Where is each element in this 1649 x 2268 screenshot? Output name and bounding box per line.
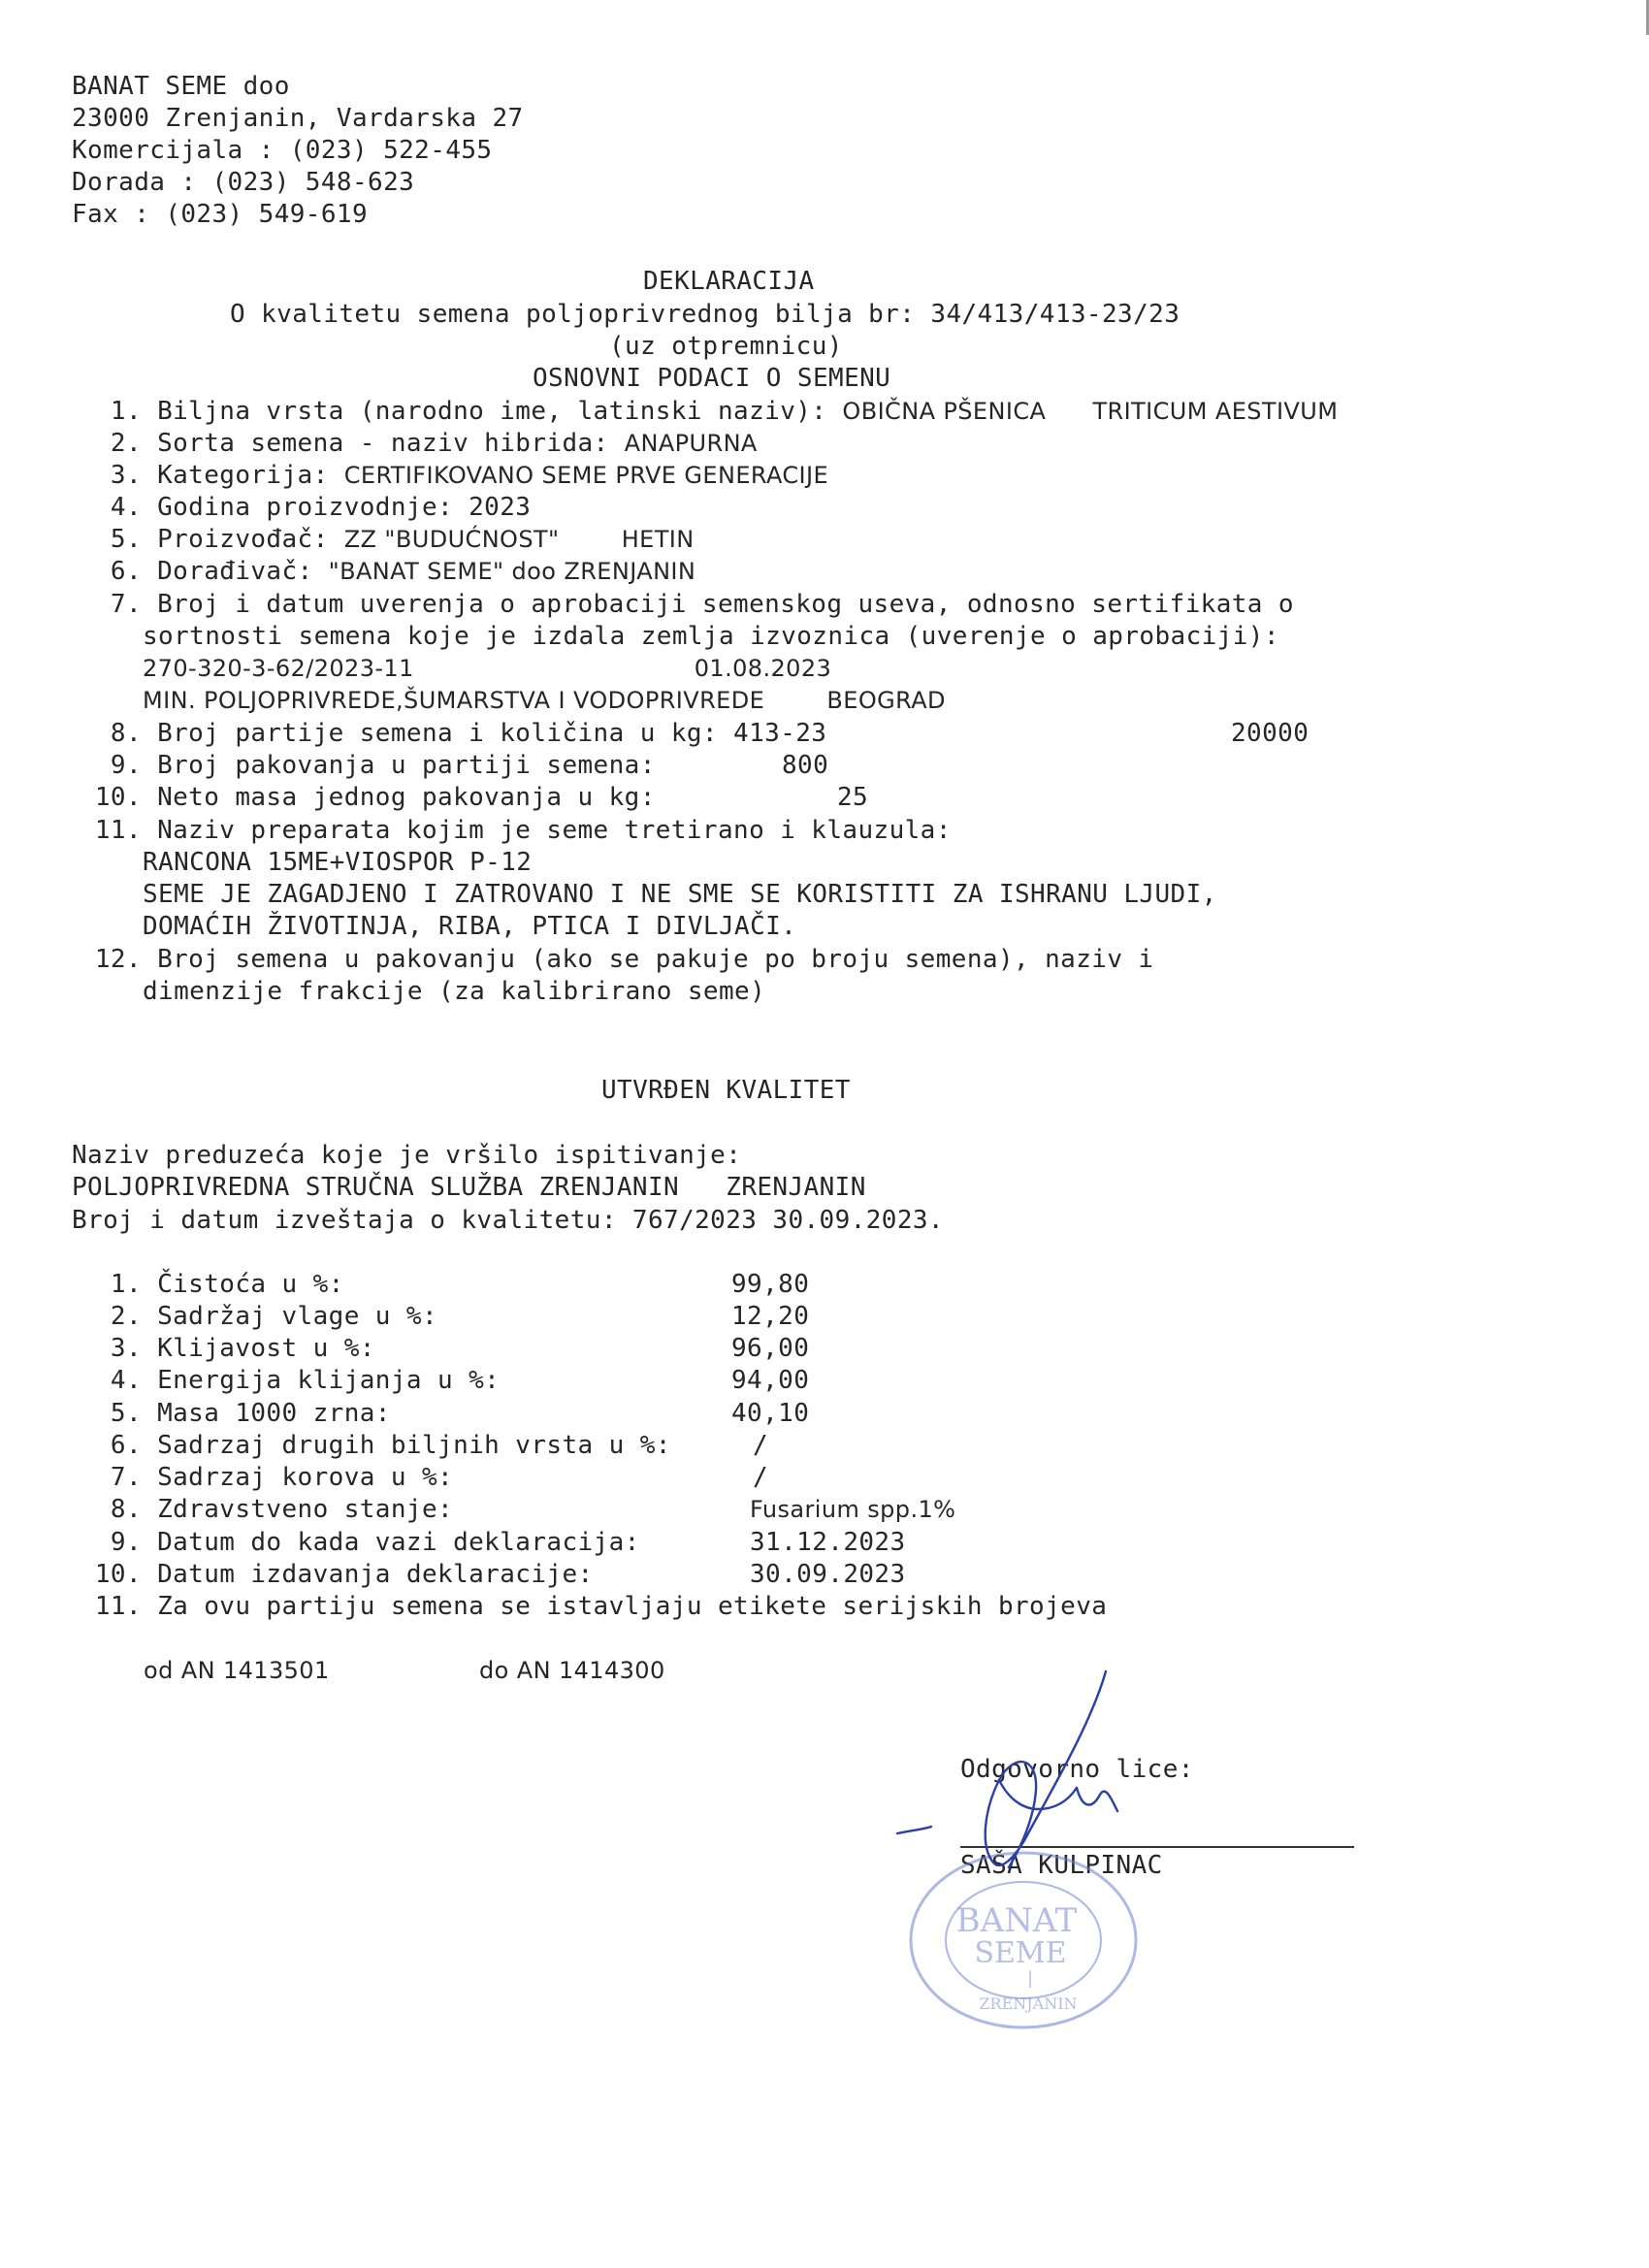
quality-value-9: 31.12.2023 xyxy=(750,1528,906,1557)
basic-item-11: 11. Naziv preparata kojim je seme tretirano i klauzula: xyxy=(94,816,952,845)
basic-item-11-preparation: RANCONA 15ME+VIOSPOR P-12 xyxy=(143,848,533,877)
testing-lab-label: Naziv preduzeća koje je vršilo ispitivanje: xyxy=(72,1141,742,1170)
basic-item-10-value: 25 xyxy=(837,783,869,812)
quality-item-10: 10. Datum izdavanja deklaracije: xyxy=(94,1560,594,1589)
basic-item-9: 9. Broj pakovanja u partiji semena: xyxy=(110,751,656,780)
svg-text:ZRENJANIN: ZRENJANIN xyxy=(979,1994,1078,2013)
handwritten-signature xyxy=(892,1664,1145,1887)
quality-item-8: 8. Zdravstveno stanje: xyxy=(110,1495,454,1524)
basic-item-11-warning-1: SEME JE ZAGADJENO I ZATROVANO I NE SME SE KORISTITI ZA ISHRANU LJUDI, xyxy=(143,880,1217,909)
quality-item-5: 5. Masa 1000 zrna: xyxy=(110,1399,391,1428)
basic-item-1: 1. Biljna vrsta (narodno ime, latinski naziv): OBIČNA PŠENICA TRITICUM AESTIVUM xyxy=(110,397,1339,426)
quality-value-6: / xyxy=(753,1431,769,1460)
quality-item-7: 7. Sadrzaj korova u %: xyxy=(110,1463,454,1492)
svg-text:SEME: SEME xyxy=(974,1936,1067,1970)
quality-item-3: 3. Klijavost u %: xyxy=(110,1334,375,1363)
responsible-person-label: Odgovorno lice: xyxy=(960,1755,1194,1784)
basic-item-12-line2: dimenzije frakcije (za kalibrirano seme) xyxy=(143,977,766,1006)
quality-value-1: 99,80 xyxy=(731,1270,810,1299)
basic-item-6: 6. Dorađivač: "BANAT SEME" doo ZRENJANIN xyxy=(110,557,696,586)
basic-item-12: 12. Broj semena u pakovanju (ako se pakuje po broju semena), naziv i xyxy=(94,945,1154,974)
basic-item-10: 10. Neto masa jednog pakovanja u kg: xyxy=(94,783,656,812)
quality-item-2: 2. Sadržaj vlage u %: xyxy=(110,1302,438,1331)
quality-item-6: 6. Sadrzaj drugih biljnih vrsta u %: xyxy=(110,1431,671,1460)
quality-value-2: 12,20 xyxy=(731,1302,810,1331)
company-name: BANAT SEME doo xyxy=(72,72,290,101)
basic-item-2: 2. Sorta semena - naziv hibrida: ANAPURNA xyxy=(110,429,758,458)
section-quality-heading: UTVRĐEN KVALITET xyxy=(601,1076,851,1105)
document-subtitle: O kvalitetu semena poljoprivrednog bilja br: 34/413/413-23/23 xyxy=(230,300,1180,329)
company-commercial-phone: Komercijala : (023) 522-455 xyxy=(72,136,493,165)
testing-lab-name: POLJOPRIVREDNA STRUČNA SLUŽBA ZRENJANIN ZRENJANIN xyxy=(72,1173,866,1202)
company-processing-phone: Dorada : (023) 548-623 xyxy=(72,168,415,197)
serial-from: od AN 1413501 xyxy=(144,1657,330,1684)
quality-value-5: 40,10 xyxy=(731,1399,810,1428)
basic-item-4: 4. Godina proizvodnje: 2023 xyxy=(110,493,532,522)
basic-item-11-warning-2: DOMAĆIH ŽIVOTINJA, RIBA, PTICA I DIVLJAČI. xyxy=(143,912,797,941)
basic-item-3: 3. Kategorija: CERTIFIKOVANO SEME PRVE GENERACIJE xyxy=(110,461,829,490)
basic-item-7: 7. Broj i datum uverenja o aprobaciji semenskog useva, odnosno sertifikata o xyxy=(110,590,1294,619)
document-note: (uz otpremnicu) xyxy=(609,332,843,361)
quality-value-8: Fusarium spp.1% xyxy=(750,1496,956,1523)
quality-item-4: 4. Energija klijanja u %: xyxy=(110,1366,501,1395)
basic-item-8: 8. Broj partije semena i količina u kg: 413-23 xyxy=(110,719,827,748)
quality-report: Broj i datum izveštaja o kvalitetu: 767/2023 30.09.2023. xyxy=(72,1206,944,1235)
svg-text:BANAT: BANAT xyxy=(955,1901,1078,1940)
document-title: DEKLARACIJA xyxy=(643,267,815,296)
company-fax: Fax : (023) 549-619 xyxy=(72,200,369,229)
responsible-person-name: SAŠA KULPINAC xyxy=(960,1851,1163,1880)
basic-item-9-value: 800 xyxy=(782,751,829,780)
basic-item-8-quantity: 20000 xyxy=(1231,719,1310,748)
quality-value-7: / xyxy=(753,1463,769,1492)
quality-value-10: 30.09.2023 xyxy=(750,1560,906,1589)
quality-value-3: 96,00 xyxy=(731,1334,810,1363)
quality-item-1: 1. Čistoća u %: xyxy=(110,1270,344,1299)
quality-value-4: 94,00 xyxy=(731,1366,810,1395)
svg-text:|: | xyxy=(1026,1968,1034,1989)
basic-item-5: 5. Proizvođač: ZZ "BUDUĆNOST" HETIN xyxy=(110,525,695,554)
basic-item-7-certificate: 270-320-3-62/2023-11 01.08.2023 xyxy=(143,655,832,682)
basic-item-7-issuer: MIN. POLJOPRIVREDE,ŠUMARSTVA I VODOPRIVREDE BEOGRAD xyxy=(143,687,946,714)
company-address: 23000 Zrenjanin, Vardarska 27 xyxy=(72,104,524,133)
quality-item-9: 9. Datum do kada vazi deklaracija: xyxy=(110,1528,640,1557)
section-basic-heading: OSNOVNI PODACI O SEMENU xyxy=(533,364,891,393)
quality-item-11: 11. Za ovu partiju semena se istavljaju etikete serijskih brojeva xyxy=(94,1592,1108,1621)
serial-to: do AN 1414300 xyxy=(479,1657,665,1684)
basic-item-7-line2: sortnosti semena koje je izdala zemlja izvoznica (uverenje o aprobaciji): xyxy=(143,622,1279,651)
